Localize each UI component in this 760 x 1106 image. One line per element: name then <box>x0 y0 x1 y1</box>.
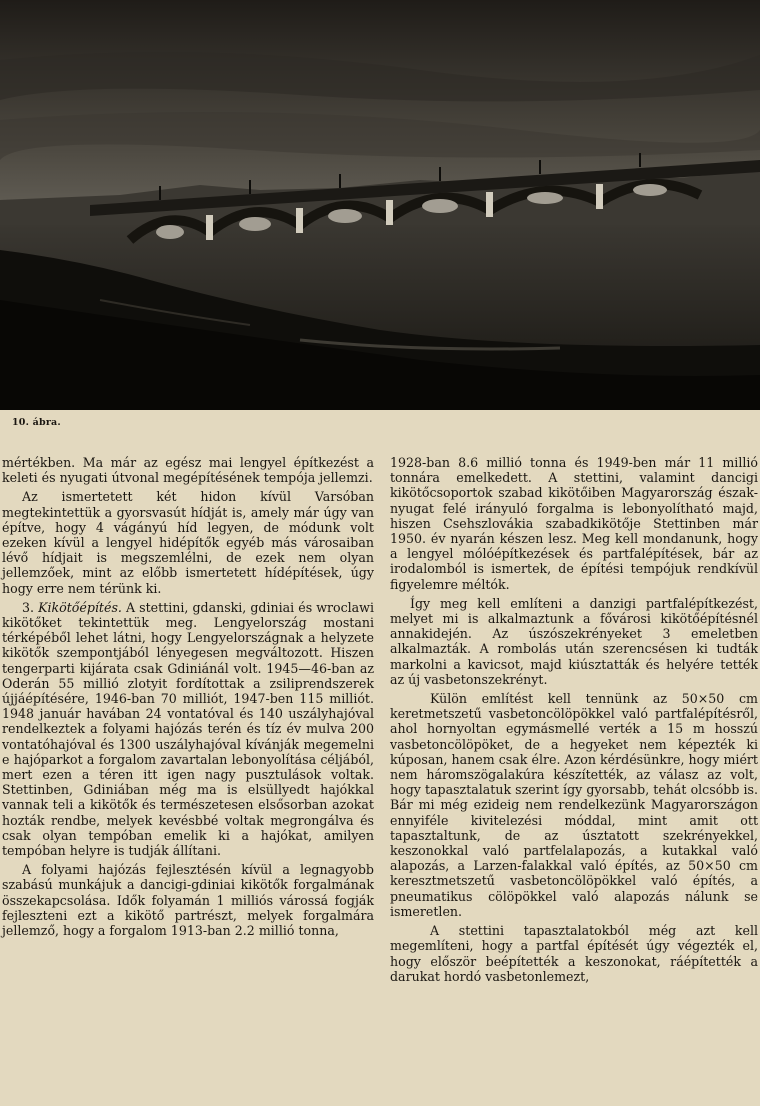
left-paragraph-3 <box>2 600 374 858</box>
right-paragraph-4: A stettini tapasztalatokból még azt kell megemlíteni, hogy a partfal építését úgy végezték el, hogy először beépítették a keszonokat, ráépítették a darukat hordó vasbetonlemezt, <box>390 923 758 984</box>
left-text-column <box>2 455 374 942</box>
bridge-photograph <box>0 0 760 410</box>
right-paragraph-2: Így meg kell említeni a danzigi partfalépítkezést, melyet mi is alkalmaztunk a fővárosi kikötőépítésnél annakidején. Az úszószekrényeket 3 emeletben alkalmazták. A rombolás után szerencsésen ki tudták markolni a kavicsot, majd kiúsztatták és helyére tették az új vasbetonszekrényt. <box>390 595 758 687</box>
left-paragraph-4: A folyami hajózás fejlesztésén kívül a legnagyobb szabású munkájuk a dancigi-gdiniai kikötők forgalmának összekapcsolása. Idők folyamán 1 milliós várossá fogják fejleszteni ezt a kikötő partrészt, melyek forgalmára jellemző, hogy a forgalom 1913-ban 2.2 millió tonna, <box>2 862 374 939</box>
left-paragraph-2: Az ismertetett két hidon kívül Varsóban megtekintettük a gyorsvasút hídját is, amely már úgy van építve, hogy 4 vágányú híd legyen, de módunk volt ezeken kívül a lengyel hidépítők egyéb más városaiban lévő hídjait is megszemlélni, de ezek nem olyan jellemzőek, mint az előbb ismertetett hídépítések, úgy hogy erre nem térünk ki. <box>2 489 374 596</box>
bridge-photo-illustration <box>0 0 760 410</box>
right-text-column <box>390 455 758 988</box>
section-body: A stettini, gdanski, gdiniai és wroclawi kikötőket tekintettük meg. Lengyelország mostani térképéből lehet látni, hogy Lengyelországnak a helyzete kikötők szempontjából lényegesen megváltozott. Hiszen tengerparti kijárata csak Gdiniánál volt. 1945—46-ban az Oderán 55 millió zlotyit fordítottak a zsiliprendszerek újjáépítésére, 1946-ban 70 milliót, 1947-ben 115 milliót. 1948 január havában 24 vontatóval és 140 uszályhajóval rendelkeztek a folyami hajózás terén és tíz év mulva 200 vontatóhajóval és 1300 uszályhajóval kívánják megemelni e hajóparkot a forgalom zavartalan lebonyolítása céljából, mert ezen a téren itt igen nagy pusztulások voltak. Stettinben, Gdiniában még ma is elsüllyedt hajókkal vannak teli a kikötők és természetesen elsősorban azokat hozták rendbe, melyek kevésbbé voltak megrongálva és csak olyan tempóban emelik ki a hajókat, amilyen tempóban helyre is tudják állítani. <box>2 599 374 859</box>
figure-caption: 10. ábra. <box>12 417 61 428</box>
section-number: 3. <box>22 599 35 615</box>
left-paragraph-1: mértékben. Ma már az egész mai lengyel építkezést a keleti és nyugati útvonal megépítésének tempója jellemzi. <box>2 455 374 486</box>
right-paragraph-1: 1928-ban 8.6 millió tonna és 1949-ben már 11 millió tonnára emelkedett. A stettini, valamint dancigi kikötőcsoportok szabad kikötőiben Magyarország észak-nyugat felé irányuló forgalma is lebonyolítható majd, hiszen Csehszlovákia szabadkikötője Stettinben már 1950. év nyarán készen lesz. Meg kell mondanunk, hogy a lengyel mólóépítkezések és partfalépítések, bár az irodalomból is ismertek, de építési tempójuk rendkívül figyelemre méltók. <box>390 455 758 592</box>
section-title: Kikötőépítés. <box>38 599 122 615</box>
right-paragraph-3: Külön említést kell tennünk az 50×50 cm keretmetszetű vasbetoncölöpökkel való partfalépítésről, ahol hornyoltan egymásmellé verték a 15 m hosszú vasbetoncölöpöket, de a hegyeket nem képezték ki kúposan, hanem csak élre. Azon kérdésünkre, hogy miért nem háromszögalakúra készítették, az válasz az volt, hogy tapasztalatuk szerint így gyorsabb, tehát olcsóbb is. Bár mi még ezideig nem rendelkezünk Magyarországon ennyiféle kivitelezési móddal, mint amit ott tapasztaltunk, de az úsztatott szekrényekkel, keszonokkal való partfelalapozás, a kutakkal való alapozás, a Larzen-falakkal való építés, az 50×50 cm keresztmetszetű vasbetoncölöpökkel való építés, a pneumatikus cölöpökkel való alapozás nálunk se ismeretlen. <box>390 691 758 919</box>
